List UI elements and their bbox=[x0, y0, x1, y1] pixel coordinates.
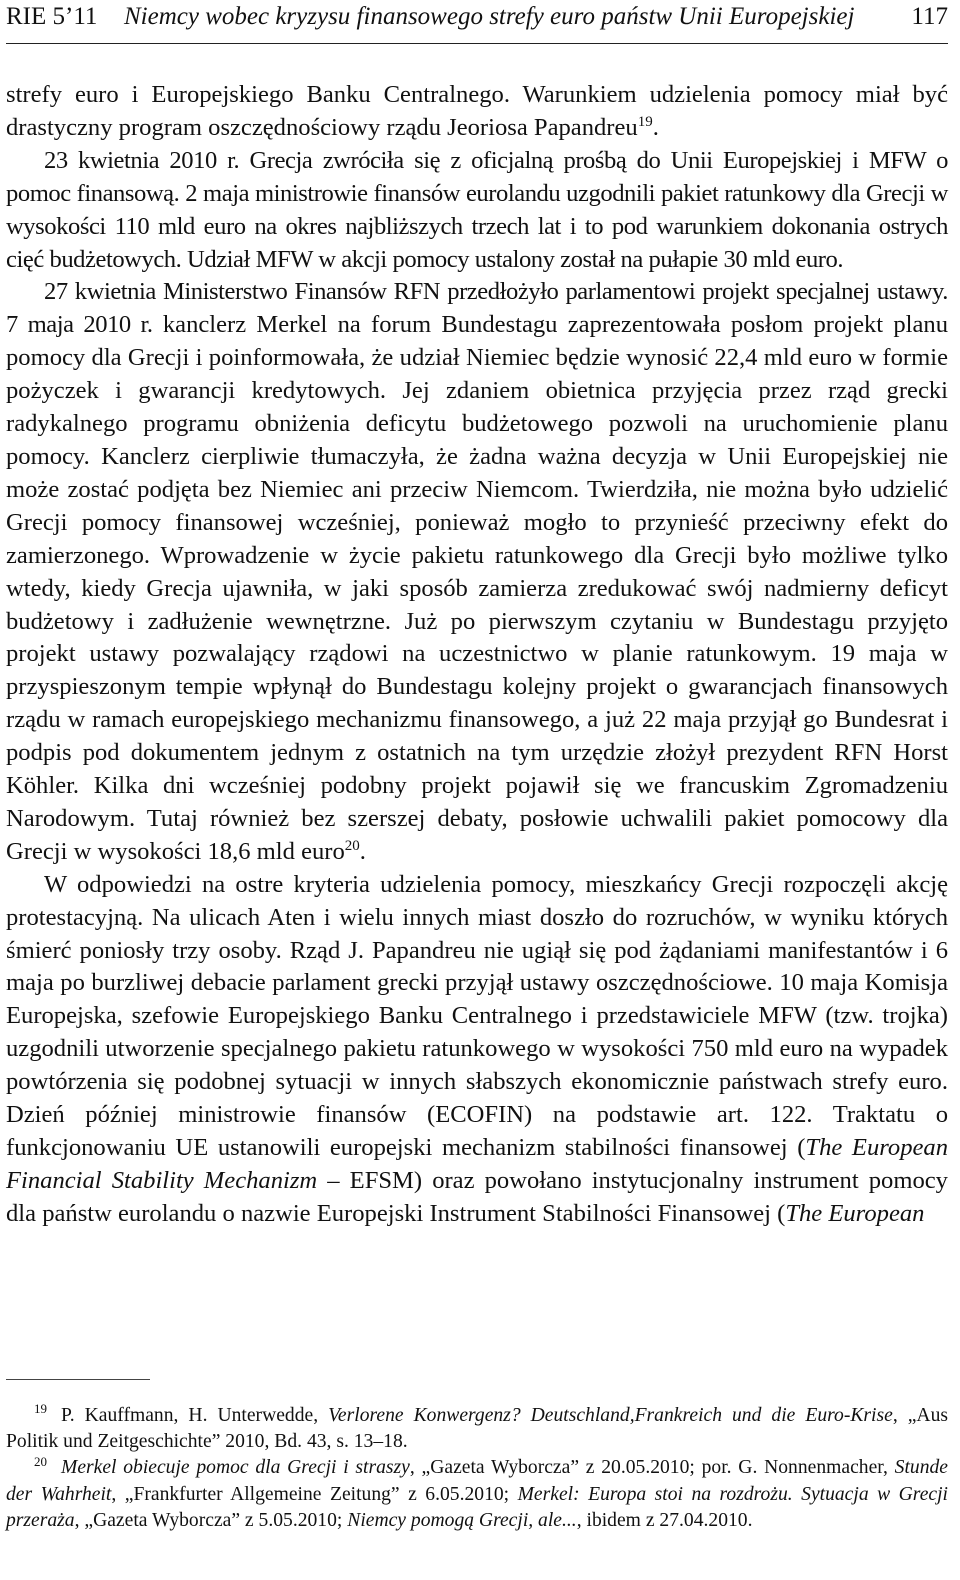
footnote-19: $^{19}$ P. Kauffmann, H. Unterwedde, Verlorene Konwergenz? Deutschland,Frankreich und die Euro-Krise, „Aus Politik und Zeitgeschichte” 2010, Bd. 43, s. 13–18. bbox=[6, 1401, 948, 1453]
footnote-20: $^{20}$ Merkel obiecuje pomoc dla Grecji i straszy, „Gazeta Wyborcza” z 20.05.2010; por. G. Nonnenmacher, Stunde der Wahrheit, „Frankfurter Allgemeine Zeitung” z 6.05.2010; Merkel: Europa stoi na rozdrożu. Sytuacja w Grecji przeraża, „Gazeta Wyborcza” z 5.05.2010; Niemcy pomogą Grecji, ale..., ibidem z 27.04.2010. bbox=[6, 1453, 948, 1531]
journal-issue: RIE 5’11 bbox=[6, 3, 98, 30]
header-rule bbox=[6, 43, 948, 44]
page-number: 117 bbox=[911, 3, 948, 30]
paragraph-3: 27 kwietnia Ministerstwo Finansów RFN przedłożyło parlamentowi projekt specjalnej ustawy. 7 maja 2010 r. kanclerz Merkel na forum Bundestagu zaprezentowała posłom projekt planu pomocy dla Grecji i poinformowała, że udział Niemiec będzie wynosić 22,4 mld euro w formie pożyczek i gwarancji kredytowych. Jej zdaniem obietnica przyjęcia przez rząd grecki radykalnego programu obniżenia deficytu budżetowego pozwoli na uruchomienie planu pomocy. Kanclerz cierpliwie tłumaczyła, że żadna ważna decyzja w Unii Europejskiej nie może zostać podjęta bez Niemiec ani przeciw Niemcom. Twierdziła, nie można było udzielić Grecji pomocy finansowej wcześniej, ponieważ mogło to przynieść przeciwny efekt do zamierzonego. Wprowadzenie w życie pakietu ratunkowego dla Grecji było możliwe tylko wtedy, kiedy Grecja ujawniła, w jaki sposób zamierza zredukować swój nadmierny deficyt budżetowy i zadłużenie wewnętrzne. Już po pierwszym czytaniu w Bundestagu przyjęto projekt ustawy pozwalający rządowi na uczestnictwo w planie ratunkowym. 19 maja w przyspieszonym tempie wpłynął do Bundestagu kolejny projekt o gwarancjach finansowych rządu w ramach europejskiego mechanizmu finansowego, a już 22 maja przyjął go Bundesrat i podpis pod dokumentem jednym z ostatnich na tym urzędzie złożył prezydent RFN Horst Köhler. Kilka dni wcześniej podobny projekt pojawił się we francuskim Zgromadzeniu Narodowym. Tutaj również bez szerszej debaty, posłowie uchwalili pakiet pomocowy dla Grecji w wysokości 18,6 mld euro$^{20}$. bbox=[6, 278, 949, 865]
paragraph-2: 23 kwietnia 2010 r. Grecja zwróciła się z oficjalną prośbą do Unii Europejskiej i MFW o pomoc finansową. 2 maja ministrowie finansów eurolandu uzgodnili pakiet ratunkowy dla Grecji w wysokości 110 mld euro na okres najbliższych trzech lat i to pod warunkiem dokonania ostrych cięć budżetowych. Udział MFW w akcji pomocy ustalony został na pułapie 30 mld euro. bbox=[6, 146, 948, 273]
running-header bbox=[6, 2, 948, 32]
footnote-mark: 20 bbox=[34, 1453, 47, 1469]
footnote-rule bbox=[6, 1379, 150, 1380]
footnote-ref-20[interactable]: 20 bbox=[344, 837, 360, 854]
footnote-ref-19[interactable]: 19 bbox=[637, 113, 653, 130]
main-text bbox=[6, 79, 948, 1231]
paragraph-1: strefy euro i Europejskiego Banku Centralnego. Warunkiem udzielenia pomocy miał być drastyczny program oszczędnościowy rządu Jeoriosa Papandreu$^{19}$. bbox=[6, 81, 948, 141]
footnote-mark: 19 bbox=[34, 1401, 47, 1417]
running-title: Niemcy wobec kryzysu finansowego strefy euro państw Unii Europejskiej bbox=[124, 3, 855, 30]
footnotes bbox=[6, 1403, 948, 1534]
paragraph-4: W odpowiedzi na ostre kryteria udzielenia pomocy, mieszkańcy Grecji rozpoczęli akcję protestacyjną. Na ulicach Aten i wielu innych miast doszło do rozruchów, w wyniku których śmierć poniosły trzy osoby. Rząd J. Papandreu nie ugiął się pod żądaniami manifestantów i 6 maja po burzliwej debacie parlament grecki przyjął ustawy oszczędnościowe. 10 maja Komisja Europejska, szefowie Europejskiego Banku Centralnego i przedstawiciele MFW (tzw. trojka) uzgodnili utworzenie specjalnego pakietu ratunkowego w wysokości 750 mld euro na wypadek powtórzenia się podobnej sytuacji w innych słabszych ekonomicznie państwach strefy euro. Dzień później ministrowie finansów (ECOFIN) na podstawie art. 122. Traktatu o funkcjonowaniu UE ustanowili europejski mechanizm stabilności finansowej (The European Financial Stability Mechanizm – EFSM) oraz powołano instytucjonalny instrument pomocy dla państw eurolandu o nazwie Europejski Instrument Stabilności Finansowej (The European bbox=[6, 870, 948, 1227]
